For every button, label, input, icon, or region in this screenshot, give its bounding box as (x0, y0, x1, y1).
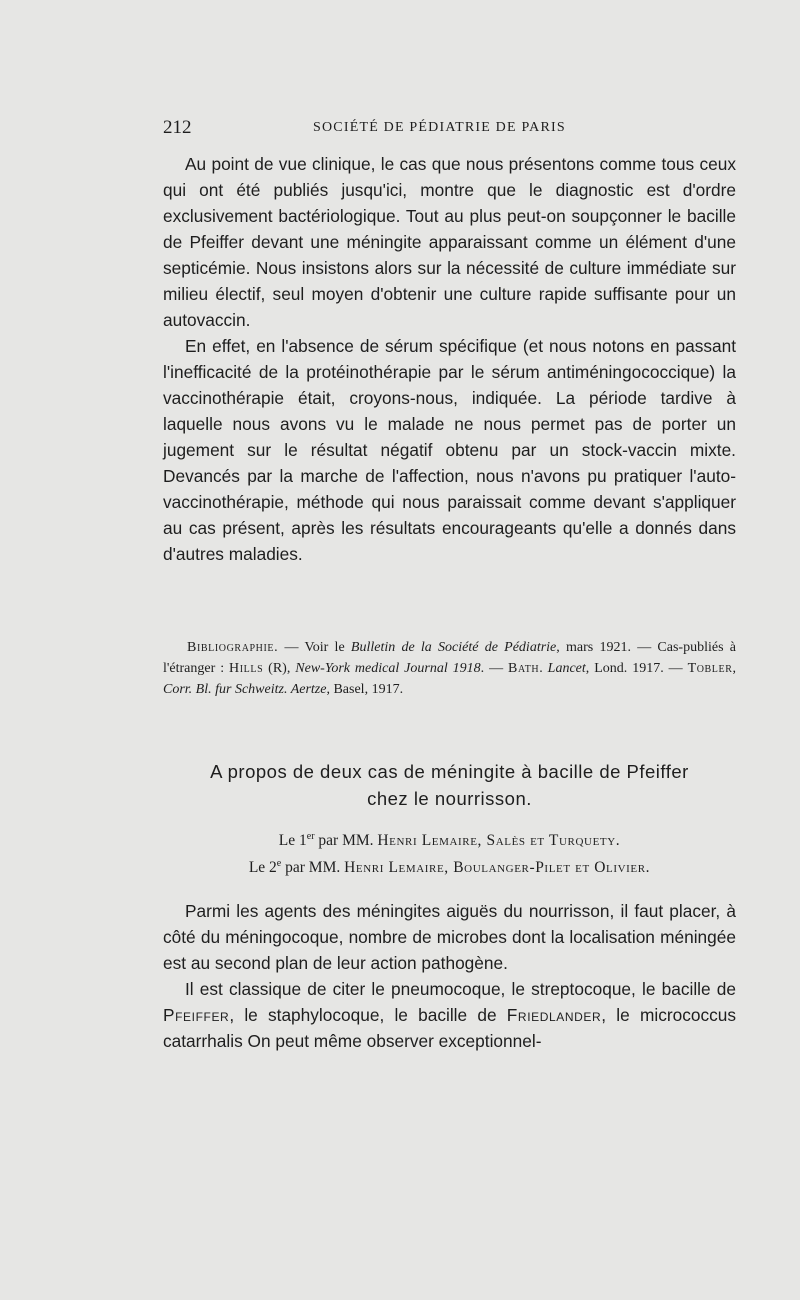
running-title: SOCIÉTÉ DE PÉDIATRIE DE PARIS (313, 120, 566, 135)
bib-ref: Bulletin de la Société de Pédiatrie (350, 640, 557, 655)
section-1-text (163, 151, 736, 567)
page-header (163, 117, 736, 141)
bib-text: , Basel, 1917. (326, 682, 404, 697)
bib-ref: New-York medical Journal 1918 (295, 661, 481, 676)
bib-author: Tobler (687, 661, 733, 676)
bibliography-label: Bibliographie. (187, 640, 279, 655)
bib-text: , (732, 661, 736, 676)
bib-text: , mars 1921. — Cas-publiés à l'étranger : (163, 640, 736, 676)
article-title-line-2: chez le nourrisson. (367, 788, 532, 809)
page-number: 212 (163, 117, 192, 138)
author-line-prefix: Le 2 (248, 859, 277, 877)
author-line-1 (163, 825, 736, 852)
bib-author: Bath (508, 661, 540, 676)
section-2-paragraph-2 (163, 976, 736, 1054)
article-title (163, 758, 736, 812)
author-line-2 (163, 852, 736, 879)
author-line-par: par MM. (281, 859, 345, 877)
author-line-prefix: Le 1 (278, 832, 307, 850)
bib-ref: Lancet (547, 661, 586, 676)
bib-text: , Lond. 1917. — (585, 661, 688, 676)
section-1-paragraph-2: En effet, en l'absence de sérum spécifique (et nous notons en passant l'inefficacité de la protéinothérapie par le sérum antiméningococcique) la vaccinothérapie était, croyons-nous, indiquée. La période tardive à laquelle nous avons vu le malade ne nous permet pas de porter un jugement sur le résultat négatif obtenu par un stock-vaccin mixte. Devancés par la marche de l'affection, nous n'avons pu pratiquer l'auto-vaccinothérapie, méthode qui nous paraissait comme devant s'appliquer au cas présent, après les résultats encourageants qu'elle a donnés dans d'autres maladies. (163, 336, 736, 564)
section-1-paragraph-1: Au point de vue clinique, le cas que nous présentons comme tous ceux qui ont été publiés jusqu'ici, montre que le diagnostic est d'ordre exclusivement bactériologique. Tout au plus peut-on soupçonner le bacille de Pfeiffer devant une méningite apparaissant comme un élément d'une septicémie. Nous insistons alors sur la nécessité de culture immédiate sur milieu électif, seul moyen d'obtenir une culture rapide suffisante pour un autovaccin. (163, 154, 736, 330)
bib-text: . — (480, 661, 509, 676)
article-authors (163, 825, 736, 879)
ordinal-sup: e (276, 858, 282, 870)
para-text: , le micrococcus catarrhalis On peut même observer exceptionnel- (163, 1005, 736, 1051)
section-2-text (163, 898, 736, 1054)
para-text: Il est classique de citer le pneumocoque, le streptocoque, le bacille de (185, 979, 736, 999)
bib-text: — Voir le (278, 640, 351, 655)
article-title-line-1: A propos de deux cas de méningite à bacille de Pfeiffer (210, 761, 689, 782)
ordinal-sup: er (306, 831, 315, 842)
author-line-par: par MM. (314, 832, 378, 850)
bib-author: Hills (229, 661, 264, 676)
proper-name: Pfeiffer (163, 1005, 230, 1025)
bibliography-entry (163, 637, 736, 700)
bib-ref: Corr. Bl. fur Schweitz. Aertze (163, 682, 327, 697)
author-names: Henri Lemaire, Boulanger-Pilet et Olivier. (344, 859, 651, 877)
bib-text: . (539, 661, 548, 676)
para-text: , le staphylocoque, le bacille de (229, 1005, 507, 1025)
bibliography (163, 637, 736, 700)
bib-text: (R), (263, 661, 296, 676)
section-2-paragraph-1: Parmi les agents des méningites aiguës du nourrisson, il faut placer, à côté du méningocoque, nombre de microbes dont la localisation méningée est au second plan de leur action pathogène. (163, 901, 736, 973)
author-names: Henri Lemaire, Salès et Turquety. (377, 832, 621, 850)
proper-name: Friedlander (506, 1005, 602, 1025)
